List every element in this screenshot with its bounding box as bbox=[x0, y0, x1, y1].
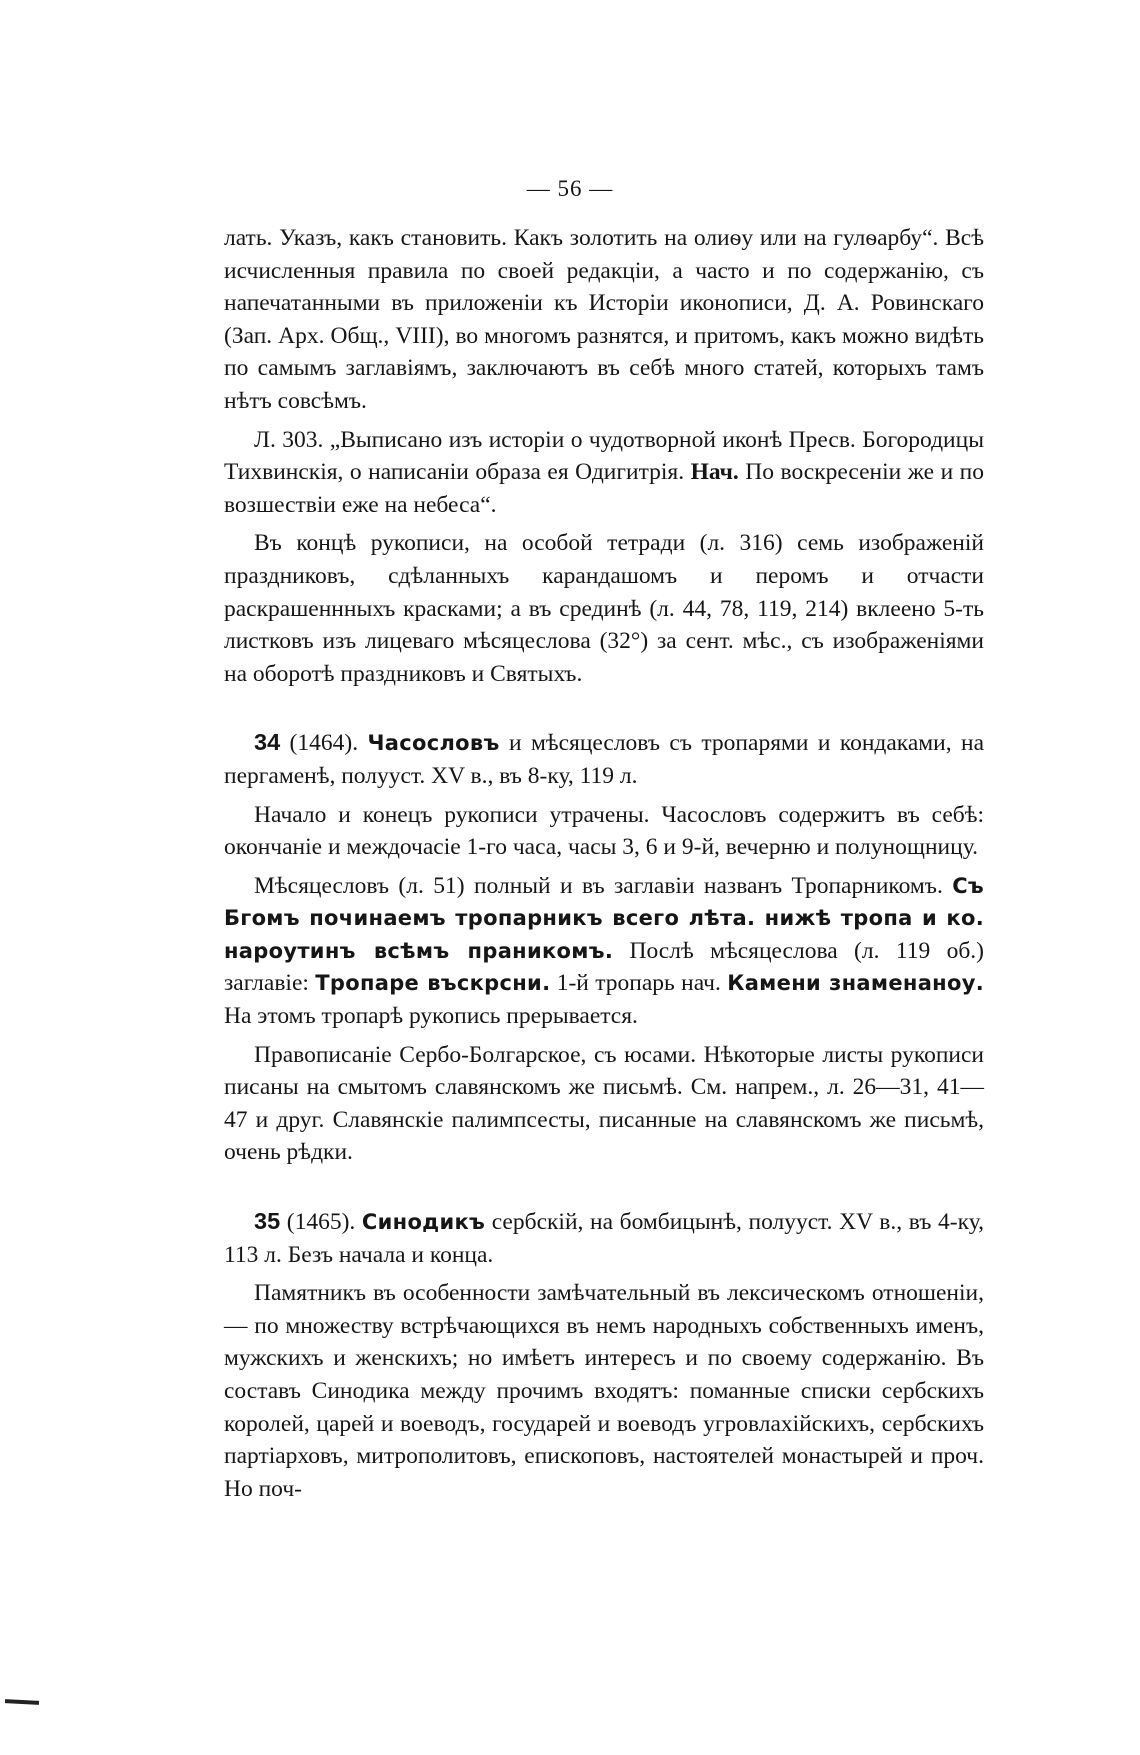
entry-34-church-slavonic-2: Тропаре въскрсни. bbox=[315, 971, 551, 996]
entry-34-title: Часословъ bbox=[367, 731, 500, 756]
page-text bbox=[224, 222, 984, 1511]
entry-34-shelfmark: (1464). bbox=[280, 730, 368, 757]
entry-34-paragraph-2 bbox=[224, 870, 984, 1033]
entry-34-number: 34 bbox=[254, 729, 281, 756]
incipit-label: Нач. bbox=[690, 459, 739, 486]
folio-303-text: Л. 303. „Выписано изъ исторіи о чудотворной иконѣ Пресв. Богородицы Тихвинскія, о написаніи образа ея Одигитрія. bbox=[224, 426, 984, 486]
entry-34-p2-text-b: Послѣ мѣсяцеслова (л. 119 об.) заглавіе: bbox=[224, 937, 984, 997]
entry-35-paragraph-1: Памятникъ въ особенности замѣчательный въ лексическомъ отношеніи, — по множеству встрѣчающихся въ немъ народныхъ собственныхъ именъ, мужскихъ и женскихъ; но имѣетъ интересъ и по своему содержанію. Въ составъ Синодика между прочимъ входятъ: поманные списки сербскихъ королей, царей и воеводъ, государей и воеводъ угровлахійскихъ, сербскихъ партіарховъ, митрополитовъ, епископовъ, настоятелей монастырей и проч. Но поч- bbox=[224, 1280, 984, 1502]
entry-34-church-slavonic-3: Камени знаменаноу. bbox=[727, 971, 984, 996]
entry-34-p2-text-a: Мѣсяцесловъ (л. 51) полный и въ заглавіи названъ Тропарникомъ. bbox=[254, 872, 953, 899]
entry-34-paragraph-1: Начало и конецъ рукописи утрачены. Часословъ содержитъ въ себѣ: окончаніе и междочасіе 1-го часа, часы 3, 6 и 9-й, вечерню и полунощницу. bbox=[224, 801, 984, 861]
folio-303-incipit: По воскресеніи же и по возшествіи еже на небеса“. bbox=[224, 459, 984, 518]
entry-34-heading bbox=[224, 726, 984, 792]
entry-35-heading bbox=[224, 1205, 984, 1271]
entry-34-p2-text-d: На этомъ тропарѣ рукопись прерывается. bbox=[224, 1003, 638, 1030]
entry-34-church-slavonic-1: Съ Бгомъ починаемъ тропарникъ всего лѣта. нижѣ тропа и ко. нароутинъ всѣмъ праникомъ. bbox=[224, 873, 984, 963]
paragraph-illustrations: Въ концѣ рукописи, на особой тетради (л. 316) семь изображеній праздниковъ, сдѣланныхъ карандашомъ и перомъ и отчасти раскрашеннныхъ красками; а въ срединѣ (л. 44, 78, 119, 214) вклеено 5-ть листковъ изъ лицеваго мѣсяцеслова (32°) за сент. мѣс., съ изображеніями на оборотѣ праздниковъ и Святыхъ. bbox=[224, 530, 984, 687]
entry-35-title: Синодикъ bbox=[361, 1210, 486, 1235]
entry-35-shelfmark: (1465). bbox=[280, 1209, 362, 1236]
paragraph-continued: лать. Указъ, какъ становить. Какъ золотить на олиѳу или на гулѳарбу“. Всѣ исчисленныя правила по своей редакціи, а часто и по содержанію, съ напечатанными въ приложеніи къ Исторіи иконописи, Д. А. Ровинскаго (Зап. Арх. Общ., VIII), во многомъ разнятся, и притомъ, какъ можно видѣть по самымъ заглавіямъ, заключаютъ въ себѣ много статей, которыхъ тамъ нѣтъ совсѣмъ. bbox=[224, 225, 984, 414]
entry-35-number: 35 bbox=[254, 1208, 281, 1235]
entry-34-description: и мѣсяцесловъ съ тропарями и кондаками, на пергаменѣ, полууст. XV в., въ 8-ку, 119 л. bbox=[224, 730, 985, 789]
page-number: — 56 — bbox=[526, 176, 614, 201]
entry-35-description: сербскій, на бомбицынѣ, полууст. XV в., въ 4-ку, 113 л. Безъ начала и конца. bbox=[224, 1209, 984, 1268]
entry-34-p2-text-c: 1-й тропарь нач. bbox=[550, 970, 728, 997]
paragraph-folio-303 bbox=[224, 424, 984, 522]
scan-artifact-mark bbox=[5, 1699, 39, 1705]
entry-34-paragraph-3: Правописаніе Сербо-Болгарское, съ юсами. Нѣкоторые листы рукописи писаны на смытомъ славянскомъ же письмѣ. См. напрем., л. 26—31, 41—47 и друг. Славянскіе палимпсесты, писанные на славянскомъ же письмѣ, очень рѣдки. bbox=[224, 1041, 984, 1166]
